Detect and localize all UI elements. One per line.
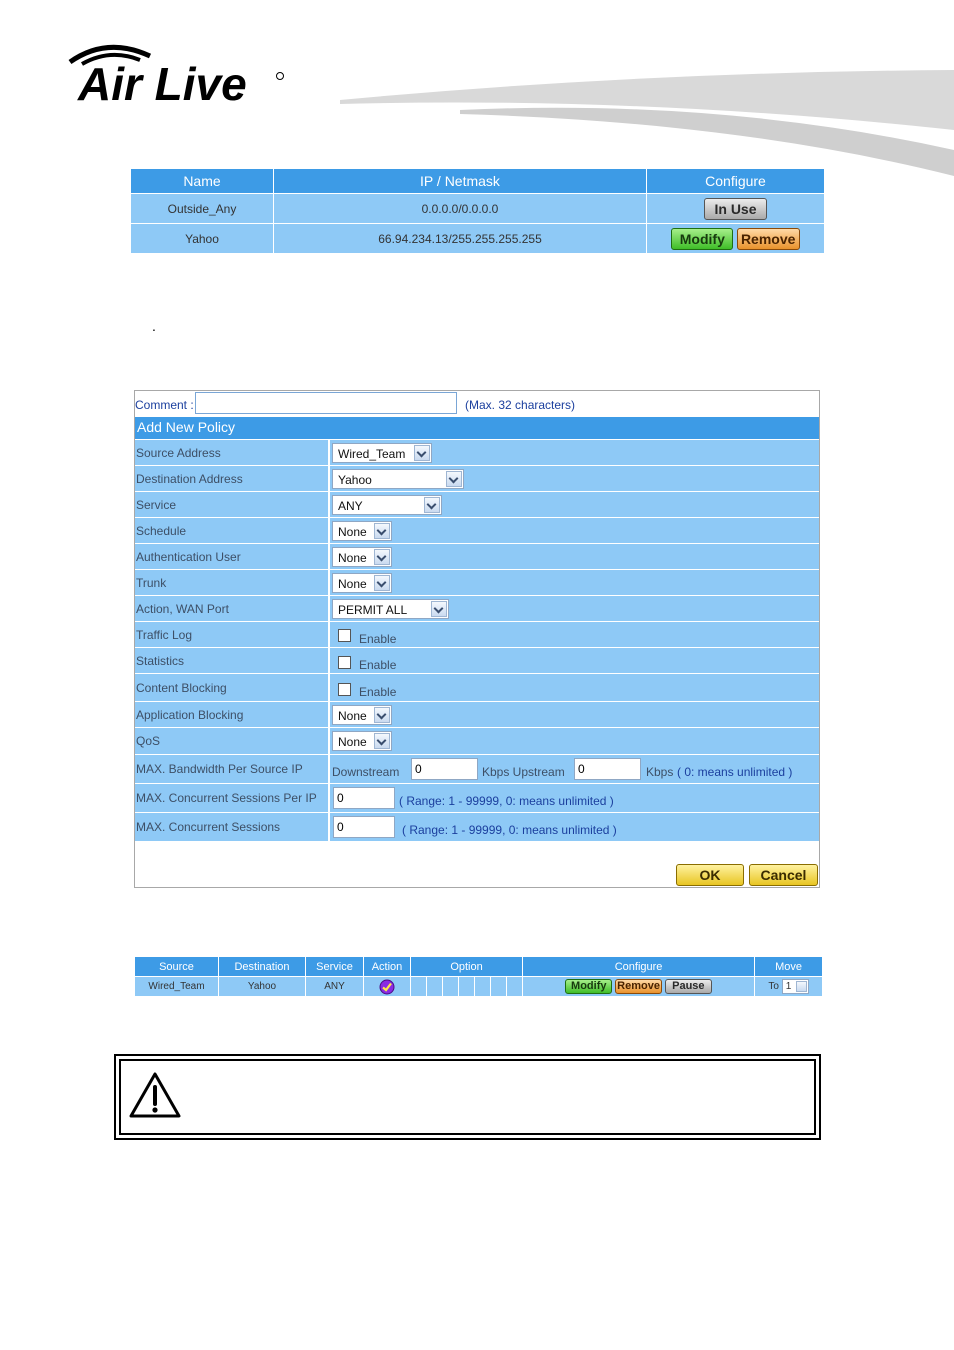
qos-select[interactable]: None — [332, 731, 392, 751]
row-authentication-user — [135, 544, 819, 569]
address-name: Yahoo — [131, 224, 274, 254]
chevron-down-icon — [374, 707, 390, 723]
max-sessions-label: MAX. Concurrent Sessions — [136, 820, 281, 834]
col-destination: Destination — [219, 957, 306, 977]
cancel-button[interactable]: Cancel — [749, 864, 818, 886]
configure-cell — [647, 224, 825, 254]
option-cell — [459, 977, 475, 997]
option-cell — [411, 977, 427, 997]
option-cell — [507, 977, 523, 997]
airlive-logo — [62, 42, 292, 106]
header-swoosh — [340, 66, 954, 176]
col-move: Move — [755, 957, 823, 977]
traffic-log-label: Traffic Log — [136, 627, 193, 642]
qos-label: QoS — [136, 734, 161, 748]
schedule-label: Schedule — [136, 523, 187, 538]
table-row — [131, 224, 825, 254]
policy-action — [364, 977, 411, 997]
address-table-header — [131, 169, 825, 194]
trunk-label: Trunk — [136, 575, 167, 590]
authentication-user-label: Authentication User — [136, 549, 241, 564]
source-address-label: Source Address — [136, 445, 221, 460]
in-use-button[interactable]: In Use — [704, 198, 767, 220]
sessions-input[interactable] — [333, 816, 395, 838]
address-name: Outside_Any — [131, 194, 274, 224]
comment-hint: (Max. 32 characters) — [465, 398, 576, 412]
policy-pause-button[interactable]: Pause — [665, 979, 712, 994]
col-configure: Configure — [647, 169, 825, 194]
col-source: Source — [135, 957, 219, 977]
ok-button[interactable]: OK — [676, 864, 744, 886]
trunk-select[interactable]: None — [332, 573, 392, 593]
application-blocking-select[interactable]: None — [332, 705, 392, 725]
sessions-per-ip-input[interactable] — [333, 787, 395, 809]
col-ip-netmask: IP / Netmask — [274, 169, 647, 194]
policy-remove-button[interactable]: Remove — [615, 979, 662, 994]
statistics-checkbox[interactable] — [338, 656, 351, 669]
comment-label: Comment : — [135, 398, 194, 412]
row-content-blocking — [135, 674, 819, 701]
application-blocking-label: Application Blocking — [136, 707, 244, 722]
move-select[interactable]: 1 — [782, 979, 809, 994]
table-row — [135, 977, 823, 997]
row-source-address — [135, 440, 819, 465]
service-select[interactable]: ANY — [332, 495, 442, 515]
policy-source: Wired_Team — [135, 977, 219, 997]
address-ip: 0.0.0.0/0.0.0.0 — [274, 194, 647, 224]
traffic-log-enable-label: Enable — [359, 632, 397, 646]
col-configure: Configure — [523, 957, 755, 977]
address-table — [130, 168, 825, 254]
stray-mark: . — [152, 318, 156, 334]
max-bandwidth-label: MAX. Bandwidth Per Source IP — [136, 762, 303, 776]
policy-table-header — [135, 957, 823, 977]
action-wan-port-label: Action, WAN Port — [136, 601, 229, 616]
row-max-bandwidth — [135, 755, 819, 783]
add-new-policy-header: Add New Policy — [135, 417, 819, 439]
downstream-label: Downstream — [332, 765, 400, 779]
chevron-down-icon — [446, 471, 462, 487]
max-sessions-per-ip-label: MAX. Concurrent Sessions Per IP — [136, 791, 317, 805]
traffic-log-checkbox[interactable] — [338, 629, 351, 642]
remove-button[interactable]: Remove — [737, 228, 800, 250]
chevron-down-icon — [374, 575, 390, 591]
statistics-label: Statistics — [136, 653, 185, 668]
schedule-select[interactable]: None — [332, 521, 392, 541]
content-blocking-label: Content Blocking — [136, 680, 227, 695]
row-application-blocking — [135, 702, 819, 727]
source-address-select[interactable]: Wired_Team — [332, 443, 432, 463]
service-label: Service — [136, 497, 177, 512]
row-service — [135, 492, 819, 517]
warning-box — [114, 1054, 821, 1140]
col-option: Option — [411, 957, 523, 977]
option-cell — [427, 977, 443, 997]
row-statistics — [135, 648, 819, 673]
kbps-upstream-label: Kbps Upstream — [482, 765, 565, 779]
chevron-down-icon — [374, 733, 390, 749]
row-schedule — [135, 518, 819, 543]
bandwidth-hint: ( 0: means unlimited ) — [677, 765, 793, 779]
col-action: Action — [364, 957, 411, 977]
permit-icon — [379, 979, 395, 995]
chevron-down-icon — [374, 523, 390, 539]
row-max-sessions-per-ip — [135, 784, 819, 812]
option-cell — [491, 977, 507, 997]
row-trunk — [135, 570, 819, 595]
sessions-per-ip-hint: ( Range: 1 - 99999, 0: means unlimited ) — [399, 794, 614, 808]
destination-address-select[interactable]: Yahoo — [332, 469, 464, 489]
row-action-wan-port — [135, 596, 819, 621]
svg-text:Air Live: Air Live — [78, 58, 247, 106]
sessions-hint: ( Range: 1 - 99999, 0: means unlimited ) — [402, 823, 617, 837]
policy-move — [755, 977, 823, 997]
policy-service: ANY — [306, 977, 364, 997]
content-blocking-enable-label: Enable — [359, 685, 397, 699]
row-destination-address — [135, 466, 819, 491]
comment-input[interactable] — [195, 392, 457, 414]
chevron-down-icon — [414, 445, 430, 461]
chevron-down-icon — [431, 601, 447, 617]
col-name: Name — [131, 169, 274, 194]
row-max-sessions — [135, 813, 819, 841]
option-cell — [475, 977, 491, 997]
destination-address-label: Destination Address — [136, 471, 243, 486]
policy-modify-button[interactable]: Modify — [565, 979, 612, 994]
kbps-unit-label: Kbps — [646, 765, 674, 779]
row-traffic-log — [135, 622, 819, 647]
policy-destination: Yahoo — [219, 977, 306, 997]
chevron-down-icon — [796, 981, 807, 992]
warning-icon — [128, 1071, 182, 1119]
authentication-user-select[interactable]: None — [332, 547, 392, 567]
col-service: Service — [306, 957, 364, 977]
address-ip: 66.94.234.13/255.255.255.255 — [274, 224, 647, 254]
row-qos — [135, 728, 819, 754]
downstream-input[interactable] — [411, 758, 478, 780]
statistics-enable-label: Enable — [359, 658, 397, 672]
action-wan-port-select[interactable]: PERMIT ALL — [332, 599, 449, 619]
move-to-label: To — [768, 981, 779, 992]
configure-cell — [647, 194, 825, 224]
chevron-down-icon — [424, 497, 440, 513]
table-row — [131, 194, 825, 224]
option-cell — [443, 977, 459, 997]
upstream-input[interactable] — [574, 758, 641, 780]
content-blocking-checkbox[interactable] — [338, 683, 351, 696]
policy-configure — [523, 977, 755, 997]
modify-button[interactable]: Modify — [671, 228, 733, 250]
chevron-down-icon — [374, 549, 390, 565]
policy-table — [134, 956, 823, 997]
